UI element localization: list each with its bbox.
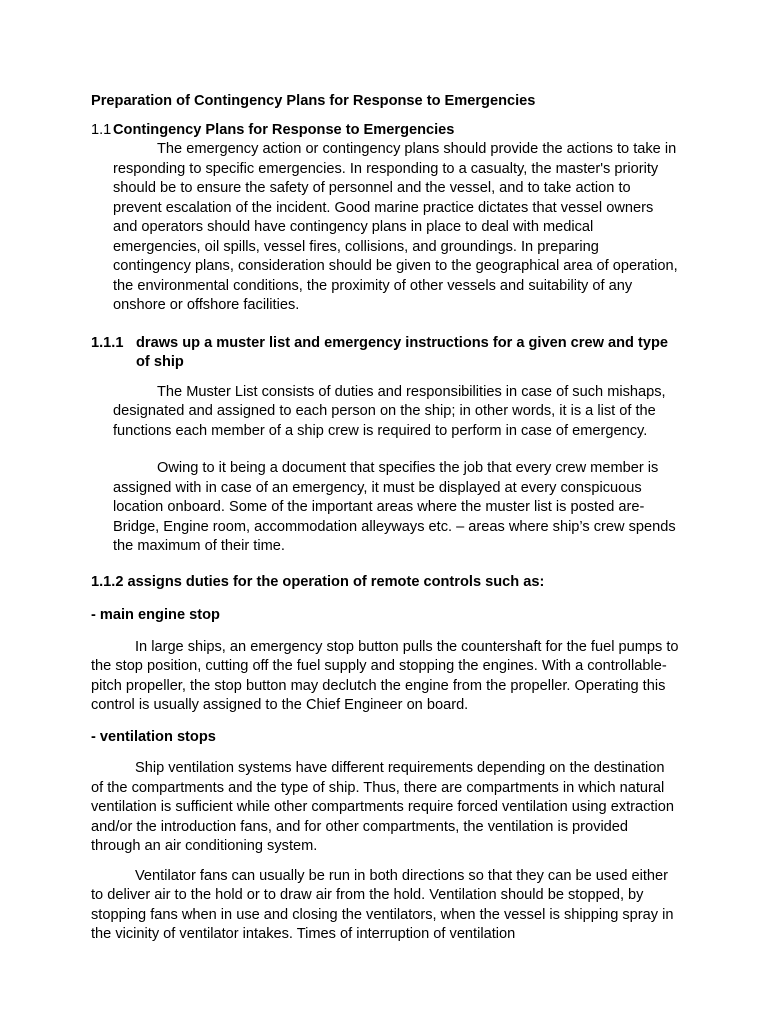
section-1-1-number: 1.1 [91, 121, 112, 138]
ventilation-stops-body [91, 759, 679, 945]
document-page [91, 92, 679, 945]
section-1-1-1-title: draws up a muster list and emergency instructions for a given crew and type of ship [136, 334, 669, 370]
ventilator-fans-paragraph: Ventilator fans can usually be run in both directions so that they can be used either to deliver air to the hold or to draw air from the hold. Ventilation should be stopped, by stopping fans when in use and closing the ventilators, when the vessel is shipping spray in the vicinity of ventilator intakes. Times of interruption of ventilation [91, 867, 674, 942]
section-1-1-1-heading [91, 334, 679, 373]
section-1-1-body [113, 140, 679, 316]
muster-display-paragraph: Owing to it being a document that specifies the job that every crew member is assigned with in case of an emergency, it must be displayed at every conspicuous location onboard. Some of the important areas where the muster list is posted are- Bridge, Engine room, accommodation alleyways etc. – areas where ship’s crew spends the maximum of their time. [113, 460, 676, 554]
section-1-1-title: Contingency Plans for Response to Emergencies [113, 121, 455, 138]
ventilation-stops-heading: - ventilation stops [91, 728, 216, 745]
document-title: Preparation of Contingency Plans for Response to Emergencies [91, 93, 536, 109]
section-1-1-1-body [113, 383, 679, 557]
section-1-1-1-number: 1.1.1 [91, 334, 124, 351]
ventilation-systems-paragraph: Ship ventilation systems have different requirements depending on the destination of the compartments and the type of ship. Thus, there are compartments in which natural ventilation is sufficient while other compartments require forced ventilation using extraction and/or the introduction fans, and for other compartments, the ventilation is provided through an air conditioning system. [91, 760, 674, 854]
section-1-1-heading [91, 121, 679, 141]
main-engine-stop-body [91, 638, 679, 716]
main-engine-stop-heading: - main engine stop [91, 607, 220, 623]
section-1-1-paragraph: The emergency action or contingency plans should provide the actions to take in responding to specific emergencies. In responding to a casualty, the master's priority should be to ensure the safety of personnel and the vessel, and to take action to prevent escalation of the incident. Good marine practice dictates that vessel owners and operators should have contingency plans in place to deal with medical emergencies, oil spills, vessel fires, collisions, and groundings. In preparing contingency plans, consideration should be given to the geographical area of operation, the environmental conditions, the proximity of other vessels and suitability of any onshore or offshore facilities. [113, 141, 678, 313]
muster-list-paragraph: The Muster List consists of duties and responsibilities in case of such mishaps, designated and assigned to each person on the ship; in other words, it is a list of the functions each member of a ship crew is required to perform in case of emergency. [113, 383, 666, 439]
main-engine-stop-paragraph: In large ships, an emergency stop button pulls the countershaft for the fuel pumps to the stop position, cutting off the fuel supply and stopping the engines. With a controllable-pitch propeller, the stop button may declutch the engine from the propeller. Operating this control is usually assigned to the Chief Engineer on board. [91, 638, 679, 713]
section-1-1-2-heading: 1.1.2 assigns duties for the operation of remote controls such as: [91, 573, 545, 590]
